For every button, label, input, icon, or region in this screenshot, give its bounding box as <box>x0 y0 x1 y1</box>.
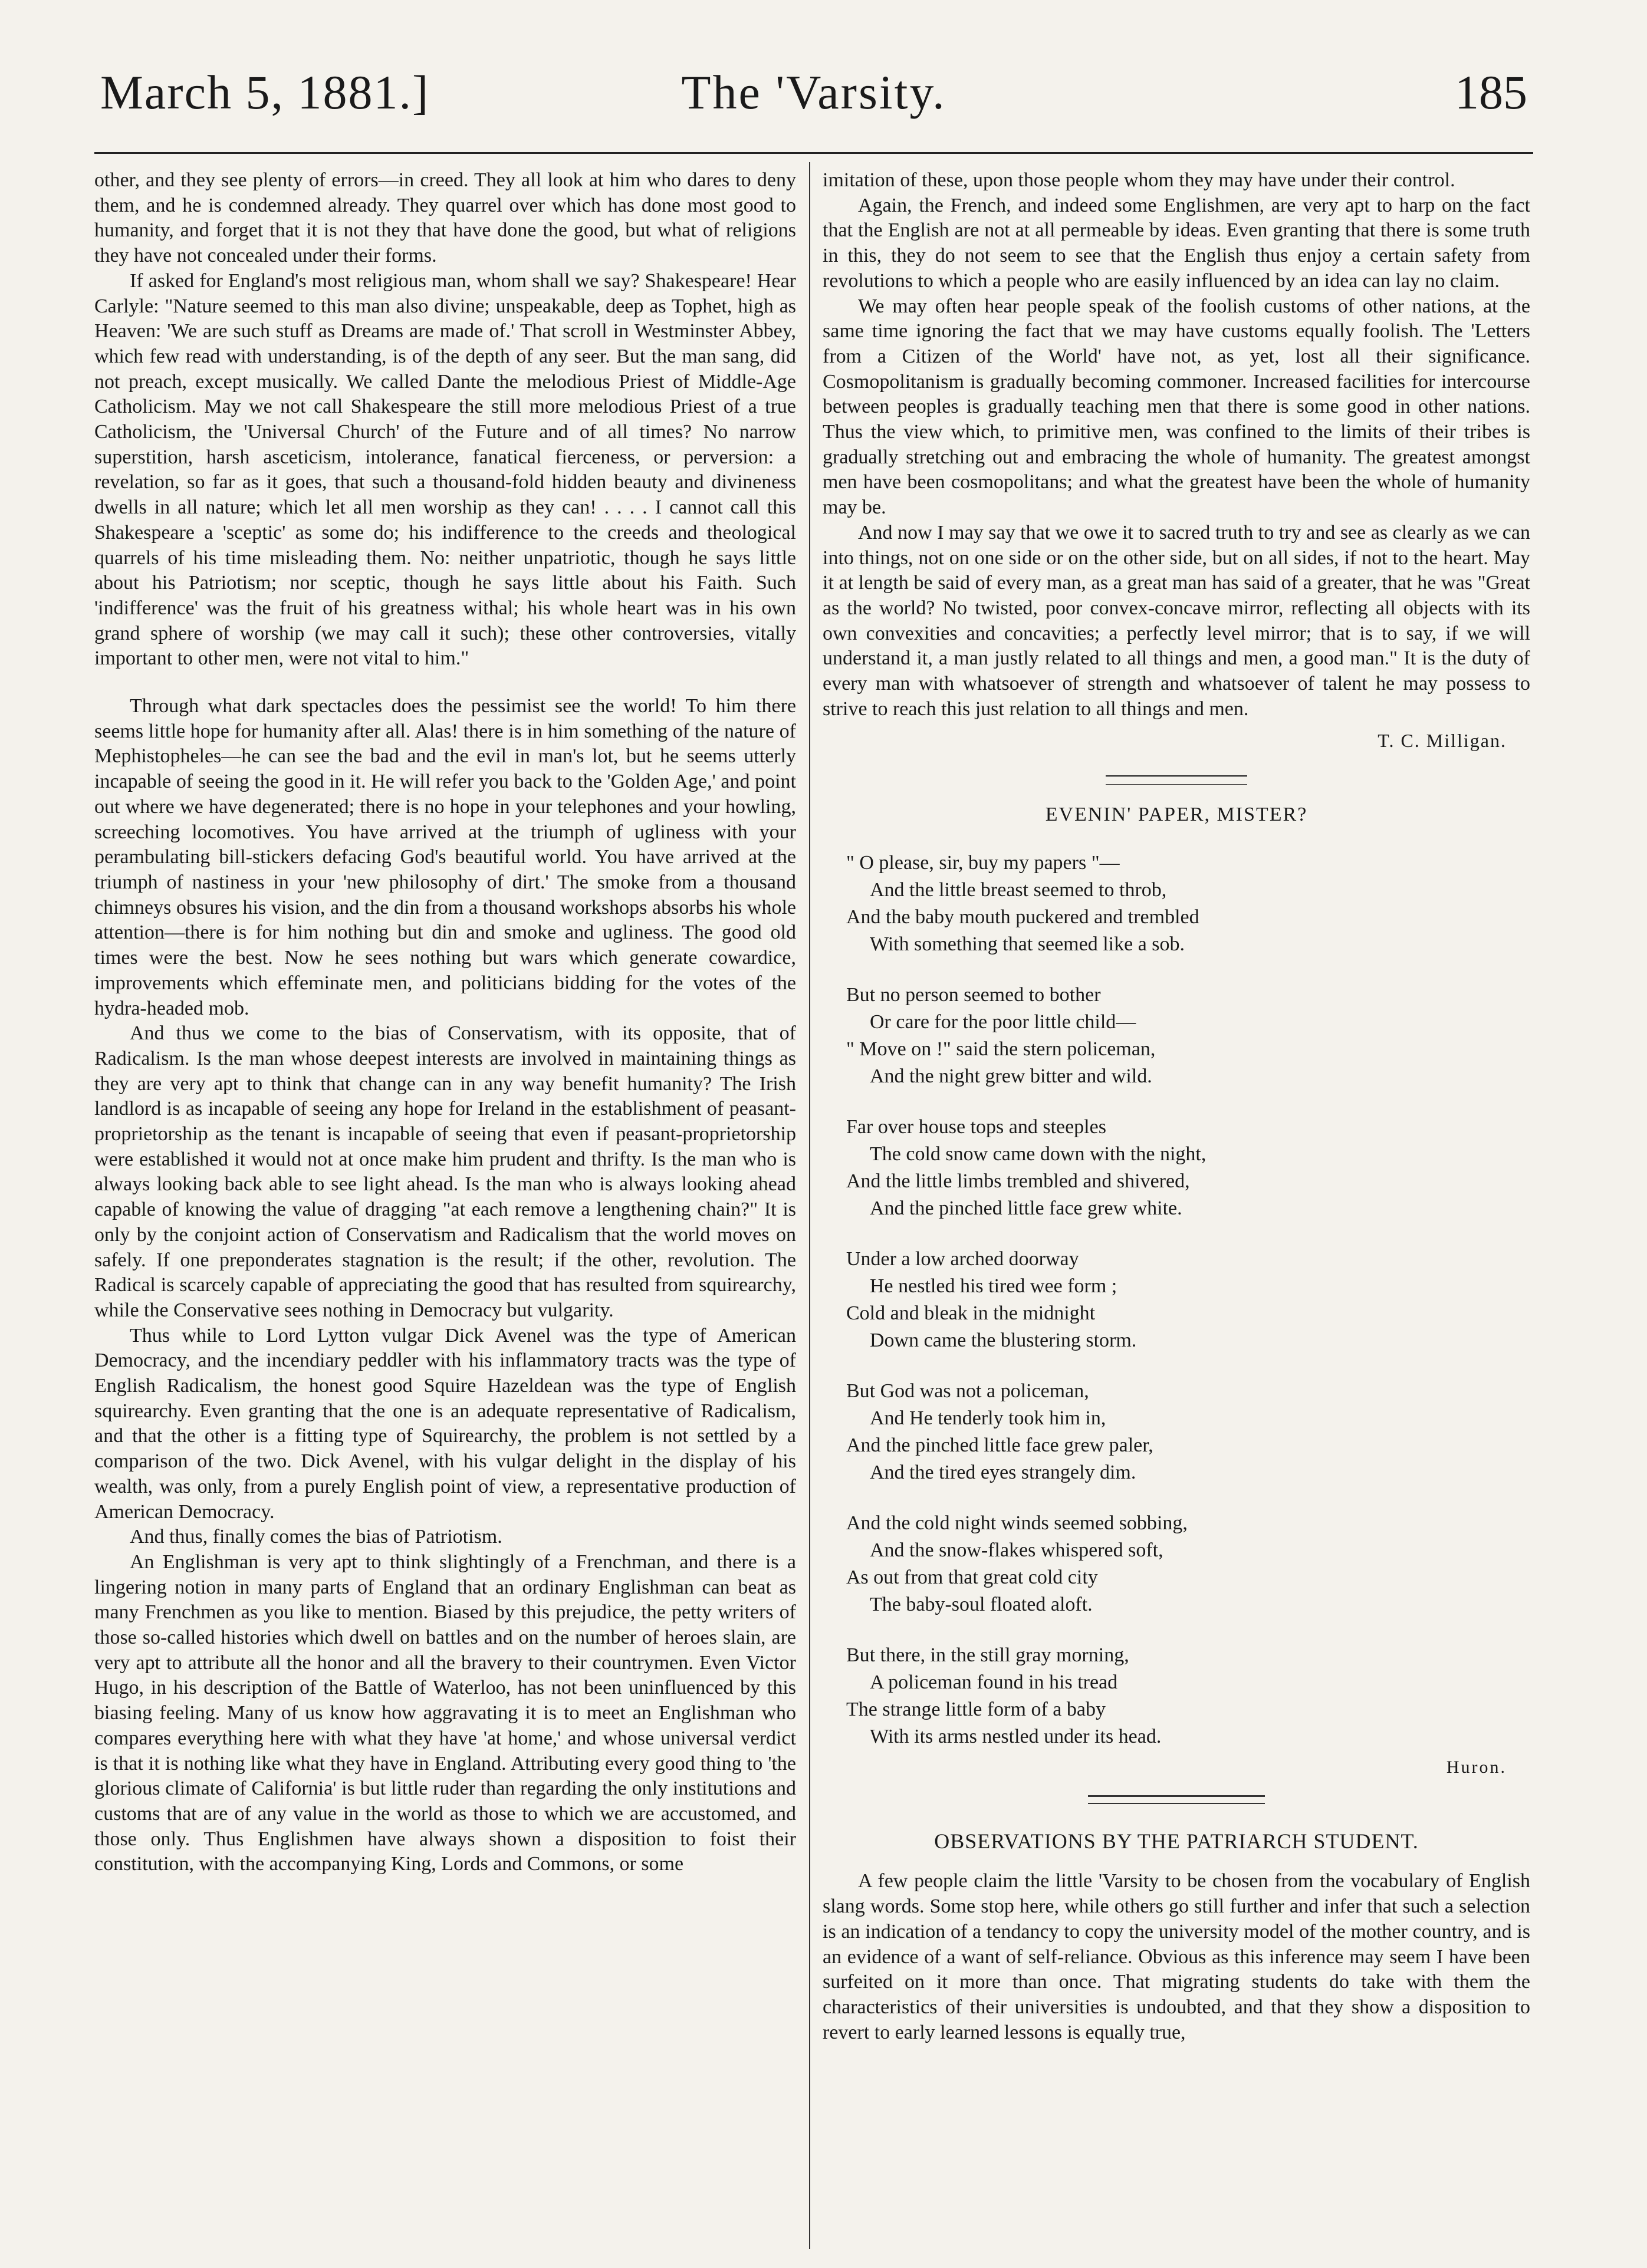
poem-stanza <box>823 1246 1530 1354</box>
poem-title: EVENIN' PAPER, MISTER? <box>1045 804 1308 826</box>
article-paragraph: imitation of these, upon those people whom they may have under their control. <box>823 169 1455 191</box>
masthead-title: The 'Varsity. <box>681 65 946 119</box>
article-paragraph: Through what dark spectacles does the pessimist see the world! To him there seems little hope for humanity after all. Alas! there is in him something of the nature of Mephistopheles—he can see the bad and the evil in man's lot, but he seems utterly incapable of seeing the good in it. He will refer you back to the 'Golden Age,' and point out where we have degenerated; there is no hope in your telephones and your howling, screeching locomotives. You have arrived at the triumph of ugliness with your perambulating bill-stickers defacing God's beautiful world. You have arrived at the triumph of nastiness in your 'new philosophy of dirt.' The smoke from a thousand chimneys obsures his vision, and the din from a thousand workshops absorbs his whole attention—there is for him nothing but din and smoke and ugliness. The good old times were the best. Now he sees nothing but wars which generate cowardice, improvements which effeminate men, and politicians bidding for the votes of the hydra-headed mob. <box>94 695 796 1019</box>
poem-line: With its arms nestled under its head. <box>870 1726 1162 1748</box>
poem-line: And the baby mouth puckered and trembled <box>846 906 1199 929</box>
article-paragraph: And thus, finally comes the bias of Patriotism. <box>130 1526 502 1548</box>
poem-line: He nestled his tired wee form ; <box>870 1275 1117 1298</box>
poem-line: But there, in the still gray morning, <box>846 1644 1129 1667</box>
article-paragraph: And thus we come to the bias of Conservatism, with its opposite, that of Radicalism. Is the man whose deepest interests are involved in maintaining things as they are very apt to think that change can in any way benefit humanity? The Irish landlord is as incapable of seeing any hope for Ireland in the establishment of peasant-proprietorship as the tenant is incapable of seeing that even if peasant-proprietorship were established it would not at once make him prudent and thrifty. Is the man who is always looking back able to see light ahead. Is the man who is always looking ahead capable of knowing the value of dragging "at each remove a lengthening chain?" It is only by the conjoint action of Conservatism and Radicalism that the world moves on safely. If one preponderates stagnation is the result; if the other, revolution. The Radical is scarcely capable of appreciating the good that has resulted from squirearchy, while the Conservative sees nothing in Democracy but vulgarity. <box>94 1022 796 1321</box>
article-signature: T. C. Milligan. <box>1378 730 1507 752</box>
poem-line: And the pinched little face grew white. <box>870 1197 1182 1220</box>
poem-line: And the cold night winds seemed sobbing, <box>846 1512 1188 1535</box>
article-paragraph: other, and they see plenty of errors—in creed. They all look at him who dares to deny them, and he is condemned already. They quarrel over which has done most good to humanity, and forget that it is not they that have done the good, but what of religions they have not concealed under their forms. <box>94 169 796 267</box>
poem-line: And the tired eyes strangely dim. <box>870 1461 1136 1484</box>
article-paragraph: An Englishman is very apt to think slightingly of a Frenchman, and there is a lingering notion in many parts of England that an ordinary Englishman can beat as many Frenchmen as you like to mention. Biased by this prejudice, the petty writers of those so-called histories which dwell on battles and on the number of heroes slain, are very apt to attribute all the honor and all the bravery to their countrymen. Even Victor Hugo, in his description of the Battle of Waterloo, has not been uninfluenced by this biasing feeling. Many of us know how aggravating it is to meet an Englishman who compares everything here with what they have 'at home,' and whose universal verdict is that it is nothing like what they have in England. Attributing every good thing to 'the glorious climate of California' is but little ruder than regarding the only institutions and customs that are of any value in the world as those to which we are accustomed, and those only. Thus Englishmen have always shown a disposition to foist their constitution, with the accompanying King, Lords and Commons, or some <box>94 1551 796 1875</box>
poem-line: With something that seemed like a sob. <box>870 933 1185 956</box>
article-paragraph: Again, the French, and indeed some Englishmen, are very apt to harp on the fact that the English are not at all permeable by ideas. Even granting that there is some truth in this, they do not seem to see that the English thus enjoy a certain safety from revolutions to which a people who are easily influenced by an idea can lay no claim. <box>823 194 1530 292</box>
poem-line: Far over house tops and steeples <box>846 1116 1106 1138</box>
article-paragraph: Thus while to Lord Lytton vulgar Dick Avenel was the type of American Democracy, and the incendiary peddler with his inflammatory tracts was the type of English Radicalism, the honest good Squire Hazeldean was the type of English squirearchy. Even granting that the one is an adequate representative of Radicalism, and that the other is a fitting type of Squirearchy, the problem is not settled by a comparison of the two. Dick Avenel, with his vulgar delight in the display of his wealth, was only, from a purely English point of view, a representative production of American Democracy. <box>94 1324 796 1523</box>
section-heading: OBSERVATIONS BY THE PATRIARCH STUDENT. <box>934 1829 1419 1854</box>
article-paragraph: A few people claim the little 'Varsity to be chosen from the vocabulary of English slang words. Some stop here, while others go still further and infer that such a selection is an indication of a tendancy to copy the university model of the mother country, and is an evidence of a want of self-reliance. Obvious as this inference may seem I have been surfeited on it more than once. That migrating students do take with them the characteristics of their universities is undoubted, and that they show a disposition to revert to early learned lessons is equally true, <box>823 1870 1530 2043</box>
section-separator <box>1106 775 1247 785</box>
poem-stanza <box>823 1114 1530 1222</box>
poem-line: And the little limbs trembled and shivered, <box>846 1170 1190 1193</box>
left-column <box>94 168 796 1877</box>
poem-stanza <box>823 1378 1530 1486</box>
article-paragraph: And now I may say that we owe it to sacred truth to try and see as clearly as we can into things, not on one side or on the other side, but on all sides, if not to the heart. May it at length be said of every man, as a great man has said of a greater, that he was "Great as the world? No twisted, poor convex-concave mirror, reflecting all objects with its own convexities and concavities; a perfectly level mirror; that is to say, if we will understand it, a man justly related to all things and men, a good man." It is the duty of every man with whatsoever of strength and whatsoever of talent he may possess to strive to reach this just relation to all things and men. <box>823 521 1530 720</box>
poem-line: The cold snow came down with the night, <box>870 1143 1207 1166</box>
issue-date: March 5, 1881.] <box>100 65 430 119</box>
poem-line: And the pinched little face grew paler, <box>846 1434 1153 1457</box>
poem-line: The baby-soul floated aloft. <box>870 1594 1093 1616</box>
section-separator <box>1088 1795 1265 1804</box>
header-rule <box>94 152 1533 154</box>
poem-line: " O please, sir, buy my papers "— <box>846 852 1120 874</box>
poem-line: Or care for the poor little child— <box>870 1011 1136 1033</box>
poem-line: A policeman found in his tread <box>870 1671 1118 1694</box>
article-paragraph: If asked for England's most religious man, whom shall we say? Shakespeare! Hear Carlyle: "Nature seemed to this man also divine; unspeakable, deep as Tophet, high as Heaven: 'We are such stuff as Dreams are made of.' That scroll in Westminster Abbey, which few read with understanding, is of the depth of any seer. But the man sang, did not preach, except musically. We called Dante the melodious Priest of Middle-Age Catholicism. May we not call Shakespeare the still more melodious Priest of a true Catholicism, the 'Universal Church' of the Future and of all times? No narrow superstition, harsh asceticism, intolerance, fanatical fierceness, or perversion: a revelation, so far as it goes, that such a thousand-fold hidden beauty and divineness dwells in all nature; which let all men worship as they can! . . . . I cannot call this Shakespeare a 'sceptic' as some do; his indifference to the creeds and theological quarrels of his time misleading them. No: neither unpatriotic, though he says little about his Patriotism; nor sceptic, though he says little about his Faith. Such 'indifference' was the fruit of his greatness withal; his whole heart was in his own grand sphere of worship (we may call it such); these other controversies, vitally important to other men, were not vital to him." <box>94 269 796 670</box>
poem-line: Under a low arched doorway <box>846 1248 1079 1270</box>
poem-line: The strange little form of a baby <box>846 1698 1106 1721</box>
poem-line: And the snow-flakes whispered soft, <box>870 1539 1163 1562</box>
poem-line: Cold and bleak in the midnight <box>846 1302 1096 1325</box>
poem-line: And He tenderly took him in, <box>870 1407 1106 1430</box>
poem-line: And the night grew bitter and wild. <box>870 1065 1152 1088</box>
poem-line: " Move on !" said the stern policeman, <box>846 1038 1156 1061</box>
page-header <box>100 65 1527 153</box>
poem-line: But God was not a policeman, <box>846 1380 1089 1403</box>
poem-author: Huron. <box>1446 1757 1507 1777</box>
poem-line: As out from that great cold city <box>846 1566 1098 1589</box>
page-number: 185 <box>1455 65 1527 119</box>
poem-line: Down came the blustering storm. <box>870 1329 1137 1352</box>
poem-line: But no person seemed to bother <box>846 984 1101 1006</box>
poem-line: And the little breast seemed to throb, <box>870 879 1167 901</box>
poem-stanza <box>823 1510 1530 1618</box>
column-divider <box>809 162 810 2249</box>
poem-stanza <box>823 982 1530 1090</box>
article-paragraph: We may often hear people speak of the foolish customs of other nations, at the same time ignoring the fact that we may have customs equally foolish. The 'Letters from a Citizen of the World' have not, as yet, lost all their significance. Cosmopolitanism is gradually becoming commoner. Increased facilities for intercourse between peoples is gradually teaching men that there is some good in other nations. Thus the view which, to primitive men, was confined to the limits of their tribes is gradually stretching out and embracing the whole of humanity. The greatest amongst men have been cosmopolitans; and what the greatest have been the whole of humanity may be. <box>823 295 1530 519</box>
right-column <box>823 168 1530 2045</box>
poem-stanza <box>823 1642 1530 1750</box>
poem-stanza <box>823 850 1530 958</box>
